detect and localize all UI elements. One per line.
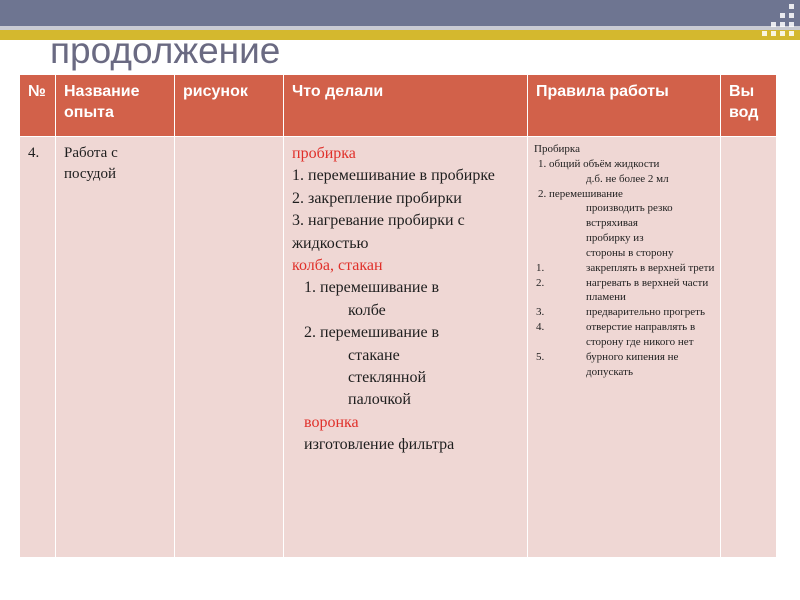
list-item-text: нагревать в верхней части пламени	[586, 276, 709, 304]
section-test-tube-title: пробирка	[292, 145, 356, 162]
test-tube-step-1: 1. перемешивание в пробирке	[292, 167, 495, 185]
decorative-square	[771, 31, 776, 36]
decorative-square	[780, 49, 785, 54]
section-flask-title: колба, стакан	[292, 256, 383, 274]
rule-1-line-1: 1. общий объём жидкости	[538, 157, 660, 170]
list-item	[532, 350, 716, 380]
decorative-square	[771, 40, 776, 45]
cell-rules	[528, 137, 721, 558]
table-row	[20, 137, 777, 558]
list-item-number: 3.	[536, 306, 545, 319]
list-item	[532, 305, 716, 320]
decorative-square	[762, 31, 767, 36]
table-header-row	[20, 75, 777, 137]
decorative-square	[762, 40, 767, 45]
top-banner	[0, 0, 800, 26]
decorative-square	[780, 22, 785, 27]
decorative-square	[789, 49, 794, 54]
cell-conclusion	[721, 137, 777, 558]
decorative-square	[780, 31, 785, 36]
cell-number: 4.	[20, 137, 56, 558]
list-item-text: отверстие направлять в сторону где никого нет	[586, 321, 696, 348]
list-item-text: закреплять в верхней трети	[586, 261, 715, 274]
experiments-table	[19, 74, 777, 558]
list-item-number: 1.	[536, 261, 545, 274]
header-name: Название опыта	[56, 75, 175, 137]
decorative-square	[789, 40, 794, 45]
cell-picture	[175, 137, 284, 558]
section-funnel-title: воронка	[304, 413, 359, 431]
header-number: №	[20, 75, 56, 137]
rule-2-line-4: пробирку из	[586, 232, 644, 245]
decorative-square	[744, 49, 749, 54]
flask-step-2-cont-3: палочкой	[348, 391, 411, 409]
flask-step-2: 2. перемешивание в	[304, 324, 440, 342]
flask-step-1-cont: колбе	[348, 301, 386, 319]
header-rules: Правила работы	[528, 75, 721, 137]
list-item	[532, 276, 716, 306]
header-what-did: Что делали	[284, 75, 528, 137]
decorative-square	[780, 13, 785, 18]
list-item-number: 5.	[536, 350, 545, 363]
list-item-text: предварительно прогреть	[586, 306, 705, 319]
decorative-square	[789, 31, 794, 36]
decorative-square	[753, 40, 758, 45]
flask-step-1: 1. перемешивание в	[304, 279, 440, 297]
flask-step-2-cont-2: стеклянной	[348, 368, 426, 386]
list-item	[532, 261, 716, 276]
rule-1-line-2: д.б. не более 2 мл	[586, 172, 669, 185]
decorative-square	[762, 49, 767, 54]
decorative-square	[780, 40, 785, 45]
list-item-text: бурного кипения не допускать	[586, 350, 679, 378]
slide-title: продолжение	[50, 30, 281, 71]
rules-numbered-list	[532, 261, 716, 380]
list-item	[532, 320, 716, 350]
decorative-square	[789, 22, 794, 27]
flask-step-2-cont-1: стакане	[348, 346, 400, 364]
decorative-square	[789, 4, 794, 9]
decorative-square	[753, 49, 758, 54]
header-conclusion: Вы вод	[721, 75, 777, 137]
funnel-step-1: изготовление фильтра	[304, 436, 455, 454]
decorative-square	[771, 22, 776, 27]
header-picture: рисунок	[175, 75, 284, 137]
list-item-number: 2.	[536, 276, 545, 289]
rule-2-line-5: стороны в сторону	[586, 246, 674, 259]
decorative-square	[771, 49, 776, 54]
decorative-square	[789, 13, 794, 18]
list-item-number: 4.	[536, 321, 545, 334]
test-tube-step-3: 3. нагревание пробирки с жидкостью	[292, 212, 465, 252]
rule-2-line-1: 2. перемешивание	[538, 187, 623, 200]
decorative-square-grid	[740, 0, 800, 60]
test-tube-step-2: 2. закрепление пробирки	[292, 189, 462, 207]
cell-what-did	[284, 137, 528, 558]
rule-2-line-2: производить резко	[586, 202, 673, 215]
rule-2-line-3: встряхивая	[586, 217, 638, 230]
rules-heading: Пробирка	[534, 143, 580, 155]
cell-name: Работа с посудой	[56, 137, 175, 558]
